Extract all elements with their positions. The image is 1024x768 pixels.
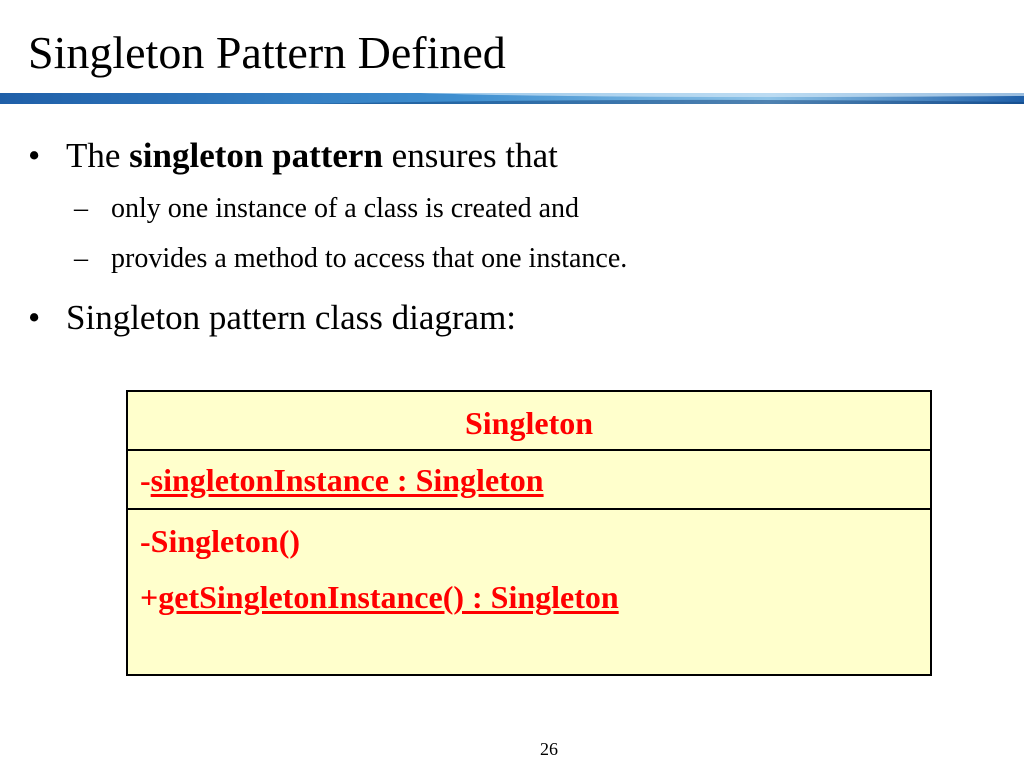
sub-item-text: provides a method to access that one instance. xyxy=(111,243,628,274)
uml-class-box xyxy=(126,390,932,676)
bullet-text-prefix: The xyxy=(66,136,130,175)
uml-operation xyxy=(140,523,300,559)
bullet-class-diagram xyxy=(28,298,517,338)
sub-item-text: only one instance of a class is created and xyxy=(111,193,580,224)
operation-text: Singleton() xyxy=(150,523,300,559)
attribute-text: singletonInstance : Singleton xyxy=(150,462,544,498)
title-divider xyxy=(0,93,1024,104)
uml-operation xyxy=(140,579,619,615)
bullet-singleton-definition xyxy=(28,136,558,176)
sub-item xyxy=(74,243,628,275)
bullet-text: Singleton pattern class diagram: xyxy=(66,298,517,337)
sub-item xyxy=(74,193,580,225)
dash-marker: – xyxy=(74,243,88,274)
uml-attributes-section xyxy=(128,451,930,510)
slide-title: Singleton Pattern Defined xyxy=(28,27,506,78)
visibility-marker: - xyxy=(140,523,151,559)
uml-class-name: Singleton xyxy=(128,392,930,451)
bullet-text-bold: singleton pattern xyxy=(129,136,383,175)
uml-attribute xyxy=(140,462,544,498)
visibility-marker: - xyxy=(140,462,151,498)
bullet-text-suffix: ensures that xyxy=(382,136,558,175)
dash-marker: – xyxy=(74,193,88,224)
operation-text: getSingletonInstance() : Singleton xyxy=(158,579,619,615)
visibility-marker: + xyxy=(140,579,159,615)
page-number: 26 xyxy=(540,739,558,759)
bullet-marker: • xyxy=(28,136,41,175)
bullet-marker: • xyxy=(28,298,41,337)
